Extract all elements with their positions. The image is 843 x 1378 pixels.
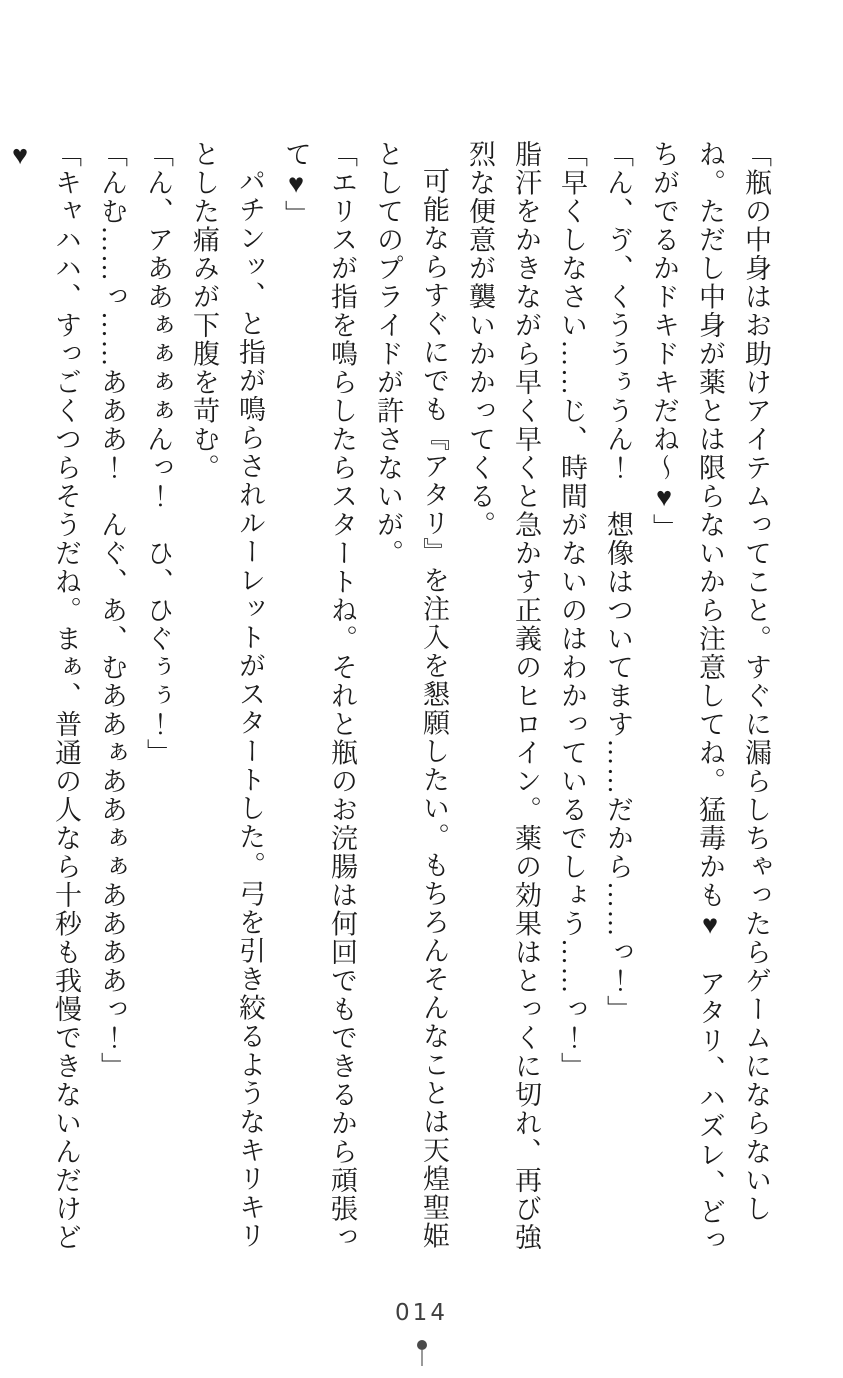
paragraph-dialogue-heroine-1: 「ん、ゔ、くううぅうん！ 想像はついてます……だから……っ！」 (603, 140, 633, 1024)
page-number: 014 (395, 1300, 448, 1326)
body-text (0, 140, 779, 1275)
paragraph-dialogue-eris-2: 「エリスが指を鳴らしたらスタートね。それと瓶のお浣腸は何回でもできるから頑張って♥」 (281, 140, 357, 1252)
page-footer (0, 1298, 843, 1378)
paragraph-dialogue-heroine-4: 「んむ……っ……あああ！ んぐ、あ、むああぁああぁぁああああっ！」 (97, 140, 127, 1081)
paragraph-dialogue-eris-1: 「瓶の中身はお助けアイテムってこと。すぐに漏らしちゃったらゲームにならないしね。ただし中身が薬とは限らないから注意してね。猛毒かも♥ アタリ、ハズレ、どっちがでるかドキドキだね～♥」 (649, 140, 771, 1255)
paragraph-narration-1: 脂汗をかきながら早く早くと急かす正義のヒロイン。薬の効果はとっくに切れ、再び強烈な便意が襲いかかってくる。 (465, 140, 541, 1252)
paragraph-dialogue-heroine-2: 「早くしなさい……じ、時間がないのはわかっているでしょう……っ！」 (557, 140, 587, 1081)
paragraph-dialogue-heroine-3: 「ん、アああぁぁぁぁんっ！ ひ、ひぐぅぅ！」 (143, 140, 173, 767)
paragraph-narration-2: 可能ならすぐにでも『アタリ』を注入を懇願したい。もちろんそんなことは天煌聖姫としてのプライドが許さないが。 (373, 140, 449, 1250)
footer-dot-ornament (417, 1340, 427, 1350)
paragraph-narration-3: パチンッ、と指が鳴らされルーレットがスタートした。弓を引き絞るようなキリキリとした痛みが下腹を苛む。 (189, 140, 265, 1250)
paragraph-dialogue-eris-3: 「キャハハ、すっごくつらそうだね。まぁ、普通の人なら十秒も我慢できないんだけど♥ (5, 140, 81, 1252)
footer-stem-ornament (421, 1350, 423, 1366)
